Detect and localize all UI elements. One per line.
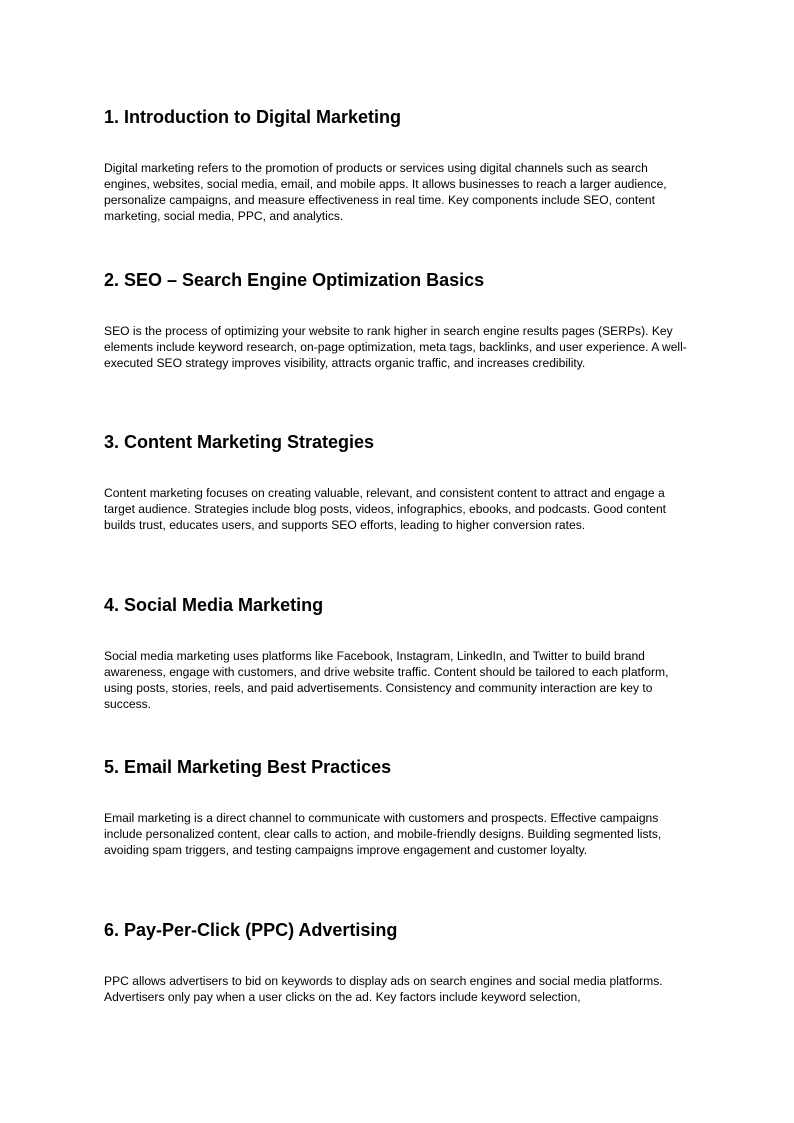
section-paragraph: PPC allows advertisers to bid on keywords to display ads on search engines and social media platforms. Advertisers only pay when a user clicks on the ad. Key factors include keyword selection, <box>104 973 663 1004</box>
section-heading: 4. Social Media Marketing <box>104 594 324 615</box>
section-seo <box>104 267 694 430</box>
section-heading: 6. Pay-Per-Click (PPC) Advertising <box>104 919 398 940</box>
section-heading: 1. Introduction to Digital Marketing <box>104 107 401 127</box>
section-email-marketing <box>104 754 694 917</box>
section-content-marketing <box>104 429 694 592</box>
section-paragraph: Social media marketing uses platforms like Facebook, Instagram, LinkedIn, and Twitter to build brand awareness, engage with customers, and drive website traffic. Content should be tailored to each platform, using posts, stories, reels, and paid advertisements. Consistency and community interaction are key to success. <box>104 648 669 711</box>
section-introduction <box>104 104 694 267</box>
section-ppc-advertising <box>104 917 694 1080</box>
section-paragraph: Content marketing focuses on creating valuable, relevant, and consistent content to attract and engage a target audience. Strategies include blog posts, videos, infographics, ebooks, and podcasts. Good content builds trust, educates users, and supports SEO efforts, leading to higher conversion rates. <box>104 486 667 533</box>
section-heading: 5. Email Marketing Best Practices <box>104 757 392 777</box>
section-paragraph: SEO is the process of optimizing your website to rank higher in search engine results pages (SERPs). Key elements include keyword research, on-page optimization, meta tags, backlinks, and user experience. A well-executed SEO strategy improves visibility, attracts organic traffic, and increases credibility. <box>104 323 687 370</box>
section-paragraph: Digital marketing refers to the promotion of products or services using digital channels such as search engines, websites, social media, email, and mobile apps. It allows businesses to reach a larger audience, personalize campaigns, and measure effectiveness in real time. Key components include SEO, content marketing, social media, PPC, and analytics. <box>104 161 667 224</box>
section-heading: 2. SEO – Search Engine Optimization Basics <box>104 269 485 290</box>
section-paragraph: Email marketing is a direct channel to communicate with customers and prospects. Effective campaigns include personalized content, clear calls to action, and mobile-friendly designs. Building segmented lists, avoiding spam triggers, and testing campaigns improve engagement and customer loyalty. <box>104 811 662 858</box>
section-heading: 3. Content Marketing Strategies <box>104 432 375 452</box>
section-social-media <box>104 592 694 755</box>
document-page <box>104 104 694 1079</box>
